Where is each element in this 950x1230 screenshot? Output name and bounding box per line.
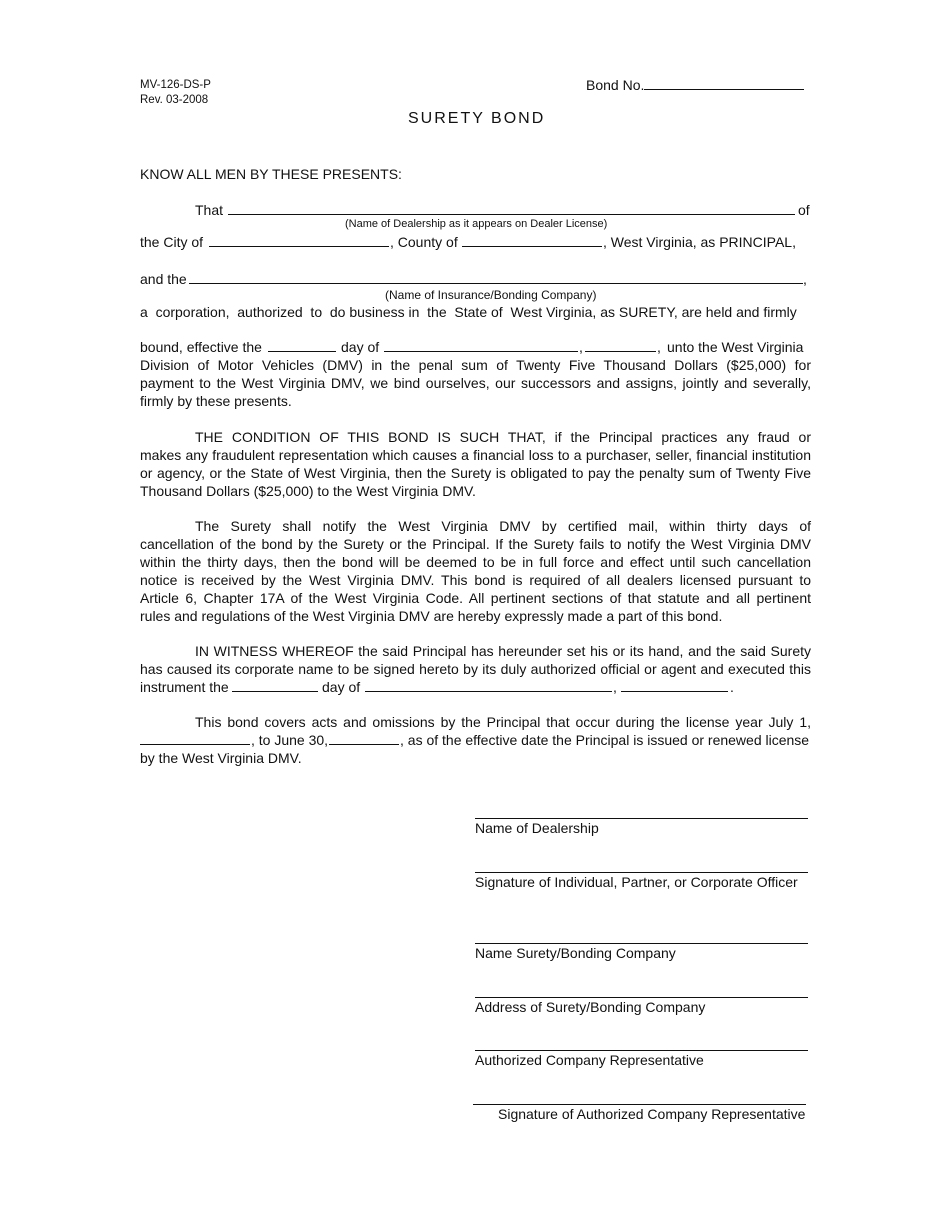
individual-signature-line[interactable] — [475, 872, 808, 873]
notify-line-4: notice is received by the West Virginia DMV. This bond is required of all dealers licensed pursuant to — [140, 572, 811, 588]
witness-line-2: has caused its corporate name to be signed hereto by its duly authorized official or agent and executed this — [140, 661, 811, 677]
authorized-rep-signature-line[interactable] — [473, 1104, 806, 1105]
to-june-label: , to June 30, — [251, 732, 329, 748]
city-label: the City of — [140, 234, 204, 250]
document-title: SURETY BOND — [408, 110, 546, 127]
coverage-paragraph — [140, 713, 811, 731]
bound-day-of-label: day of — [341, 339, 380, 355]
city-blank[interactable] — [209, 246, 389, 247]
form-number: MV-126-DS-P — [140, 79, 211, 91]
bound-line-4: firmly by these presents. — [140, 393, 292, 409]
effective-day-blank[interactable] — [268, 351, 336, 352]
condition-line-2: makes any fraudulent representation which causes a financial loss to a purchaser, seller, financial institution — [140, 447, 811, 463]
instrument-label: instrument the — [140, 679, 229, 695]
witness-line-1: IN WITNESS WHEREOF the said Principal has hereunder set his or its hand, and the said Surety — [195, 643, 811, 659]
condition-line-3: or agency, or the State of West Virginia, then the Surety is obligated to pay the penalty sum of Twenty Five — [140, 465, 811, 481]
witness-paragraph — [140, 642, 811, 678]
bond-number-label: Bond No. — [586, 77, 645, 93]
coverage-line-1: This bond covers acts and omissions by the Principal that occur during the license year July 1, — [195, 714, 811, 730]
bound-paragraph — [140, 356, 811, 410]
effective-year-blank[interactable] — [585, 351, 656, 352]
notify-line-1: The Surety shall notify the West Virginia DMV by certified mail, within thirty days of — [195, 518, 811, 534]
bound-line-3: payment to the West Virginia DMV, we bind ourselves, our successors and assigns, jointly and severally, — [140, 375, 811, 391]
notify-paragraph — [140, 517, 811, 625]
coverage-end-year-blank[interactable] — [329, 744, 399, 745]
intro-heading: KNOW ALL MEN BY THESE PRESENTS: — [140, 166, 402, 182]
dealership-name-blank[interactable] — [228, 214, 795, 215]
notify-line-2: cancellation of the bond by the Surety or the Principal. If the Surety fails to notify the West Virginia DMV — [140, 536, 811, 552]
surety-address-line[interactable] — [475, 997, 808, 998]
revision-date: Rev. 03-2008 — [140, 94, 209, 106]
dealership-name-label: Name of Dealership — [475, 820, 599, 836]
dealership-caption: (Name of Dealership as it appears on Dealer License) — [345, 218, 608, 230]
condition-paragraph — [140, 428, 811, 500]
county-blank[interactable] — [462, 246, 602, 247]
coverage-start-year-blank[interactable] — [140, 744, 250, 745]
dealership-signature-line[interactable] — [475, 818, 808, 819]
condition-line-4: Thousand Dollars ($25,000) to the West Virginia DMV. — [140, 483, 476, 499]
principal-state-text: , West Virginia, as PRINCIPAL, — [603, 234, 796, 250]
condition-line-1: THE CONDITION OF THIS BOND IS SUCH THAT, if the Principal practices any fraud or — [195, 429, 811, 445]
individual-signature-label: Signature of Individual, Partner, or Corporate Officer — [475, 874, 798, 890]
witness-month-blank[interactable] — [365, 691, 612, 692]
surety-name-label: Name Surety/Bonding Company — [475, 945, 676, 961]
notify-line-5: Article 6, Chapter 17A of the West Virginia Code. All pertinent sections of that statute and all pertinent — [140, 590, 811, 606]
witness-day-blank[interactable] — [232, 691, 318, 692]
surety-company-caption: (Name of Insurance/Bonding Company) — [385, 288, 597, 302]
bound-effective-label: bound, effective the — [140, 339, 262, 355]
bound-line-2: Division of Motor Vehicles (DMV) in the penal sum of Twenty Five Thousand Dollars ($25,000) for — [140, 357, 811, 373]
coverage-effective-text: , as of the effective date the Principal is issued or renewed license — [400, 732, 810, 748]
that-label: That — [195, 202, 224, 218]
bond-number-field[interactable] — [586, 76, 804, 93]
bond-number-blank[interactable] — [644, 76, 804, 90]
of-label: of — [798, 202, 810, 218]
surety-name-line[interactable] — [475, 943, 808, 944]
authorized-rep-line[interactable] — [475, 1050, 808, 1051]
witness-year-blank[interactable] — [621, 691, 728, 692]
surety-company-blank[interactable] — [189, 283, 803, 284]
coverage-line-3: by the West Virginia DMV. — [140, 750, 302, 766]
effective-month-blank[interactable] — [384, 351, 578, 352]
surety-address-label: Address of Surety/Bonding Company — [475, 999, 706, 1015]
witness-period: . — [730, 679, 734, 695]
notify-line-6: rules and regulations of the West Virginia DMV are hereby expressly made a part of this bond. — [140, 608, 723, 624]
witness-comma: , — [613, 679, 617, 695]
surety-comma: , — [803, 271, 807, 287]
county-label: , County of — [390, 234, 458, 250]
notify-line-3: within the thirty days, then the bond will be deemed to be in full force and effect until such cancellation — [140, 554, 811, 570]
witness-day-of-label: day of — [322, 679, 361, 695]
unto-text: unto the West Virginia — [667, 339, 804, 355]
authorized-rep-signature-label: Signature of Authorized Company Representative — [498, 1106, 806, 1122]
corporation-text: a corporation, authorized to do business in the State of West Virginia, as SURETY, are held and firmly — [140, 304, 797, 320]
and-the-label: and the — [140, 271, 187, 287]
authorized-rep-label: Authorized Company Representative — [475, 1052, 704, 1068]
